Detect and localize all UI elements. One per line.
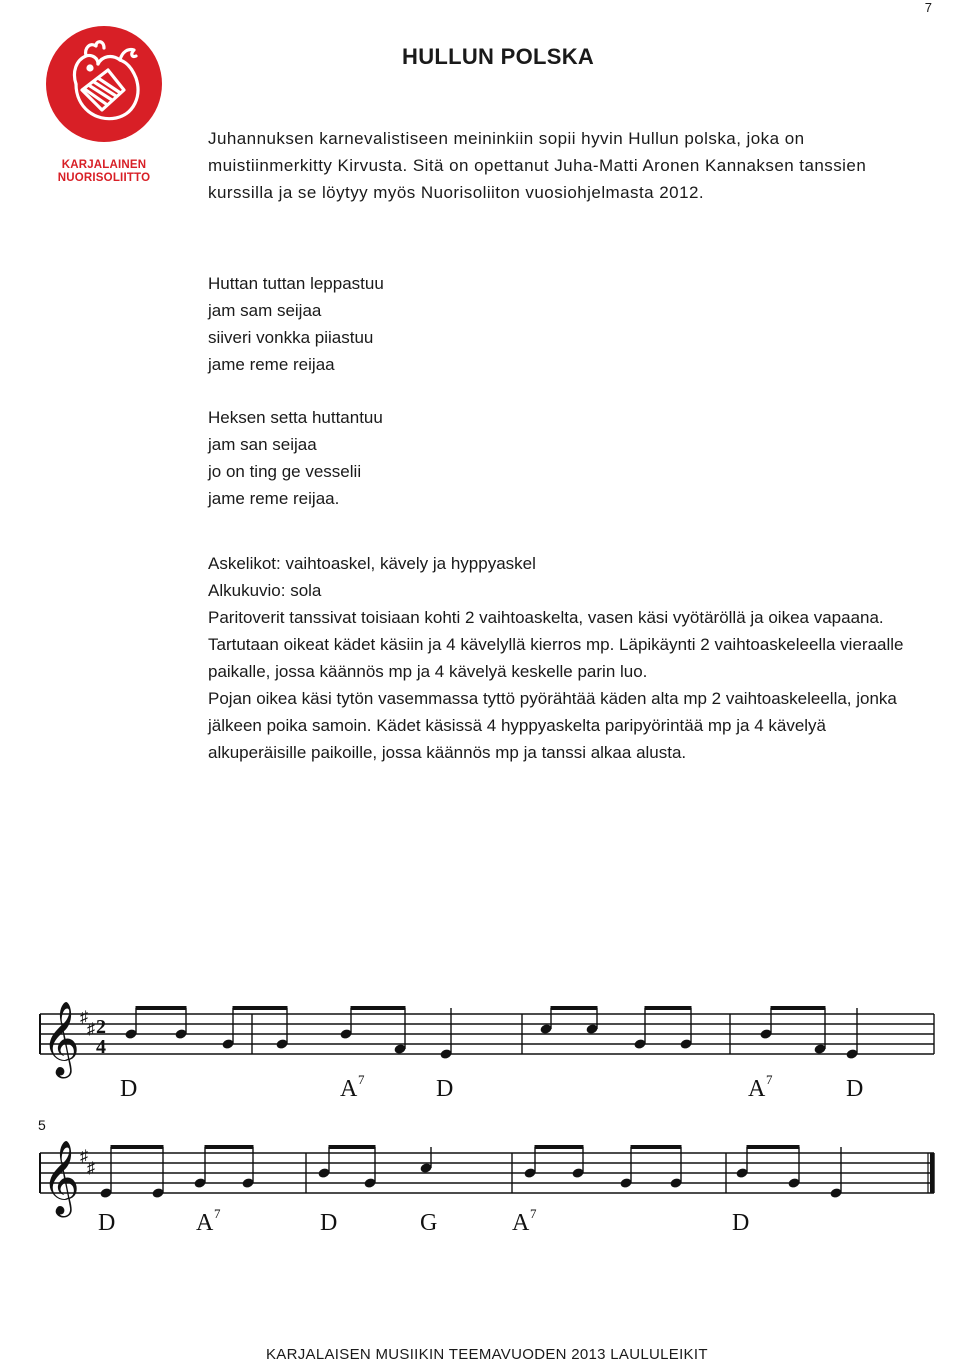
lyric-line: jame reme reijaa. [208, 489, 340, 508]
sharp-icon: ♯ [87, 1160, 95, 1177]
chord-symbol: D [436, 1076, 454, 1102]
chord-symbol: A [196, 1210, 214, 1236]
chord-symbol: G [420, 1210, 438, 1236]
intro-paragraph: Juhannuksen karnevalistiseen meininkiin sopii hyvin Hullun polska, joka on muistiinmerkitty Kirvusta. Sitä on opettanut Juha-Matti Aronen Kannaksen tanssien kurssilla ja se löytyy myös Nuorisoliiton vuosiohjelmasta 2012. [208, 129, 867, 202]
sheet-music [36, 990, 938, 1245]
chord-seventh: 7 [530, 1206, 537, 1221]
logo-line-1: KARJALAINEN [61, 159, 147, 171]
dance-description-2: Pojan oikea käsi tytön vasemmassa tyttö pyörähtää käden alta mp 2 vaihtoaskeleella, jonka jälkeen poika samoin. Kädet käsissä 4 hyppyaskelta paripyörintää mp ja 4 kävelyä alkuperäisille paikoille, jossa käännös mp ja tanssi alkaa alusta. [208, 689, 897, 762]
lyric-line: jame reme reijaa [208, 355, 335, 374]
lyric-line: Huttan tuttan leppastuu [208, 274, 384, 293]
chord-symbol: A [340, 1076, 358, 1102]
dance-description-1: Paritoverit tanssivat toisiaan kohti 2 vaihtoaskelta, vasen käsi vyötäröllä ja oikea vapaana. Tartutaan oikeat kädet käsiin ja 4 kävelyllä kierros mp. Läpikäynti 2 vaihtoaskeleella vieraalle paikalle, jossa käännös mp ja 4 kävelyä keskelle parin luo. [208, 608, 904, 681]
lyric-line: Heksen setta huttantuu [208, 408, 383, 427]
chord-symbol: D [732, 1210, 750, 1236]
page-title: HULLUN POLSKA [402, 44, 595, 69]
lyrics-verse-1 [208, 270, 920, 378]
lyric-line: jo on ting ge vesselii [208, 462, 362, 481]
chord-symbol: D [846, 1076, 864, 1102]
sharp-icon: ♯ [80, 1148, 88, 1165]
chord-seventh: 7 [214, 1206, 221, 1221]
lyric-line: jam san seijaa [208, 435, 317, 454]
start-formation: Alkukuvio: sola [208, 581, 322, 600]
dance-steps: Askelikot: vaihtoaskel, kävely ja hyppyaskel [208, 554, 536, 573]
treble-clef-icon: 𝄞 [42, 1003, 80, 1074]
chord-symbol: D [120, 1076, 138, 1102]
treble-clef-icon: 𝄞 [42, 1142, 80, 1213]
lyric-line: jam sam seijaa [208, 301, 322, 320]
chord-symbol: A [748, 1076, 766, 1102]
chord-seventh: 7 [766, 1072, 773, 1087]
time-signature-bottom: 4 [96, 1036, 106, 1058]
sharp-icon: ♯ [87, 1021, 95, 1038]
page-number: 7 [924, 0, 932, 15]
article-body [208, 125, 920, 766]
organization-logo [42, 26, 166, 191]
time-signature-top: 2 [96, 1016, 106, 1038]
page-footer: KARJALAISEN MUSIIKIN TEEMAVUODEN 2013 LAULULEIKIT [266, 1346, 708, 1363]
chord-symbol: A [512, 1210, 530, 1236]
lyrics-verse-2 [208, 404, 920, 512]
logo-wordmark [42, 159, 166, 185]
measure-number: 5 [38, 1117, 46, 1133]
lyric-line: siiveri vonkka piiastuu [208, 328, 374, 347]
sharp-icon: ♯ [80, 1009, 88, 1026]
chord-seventh: 7 [358, 1072, 365, 1087]
chord-symbol: D [320, 1210, 338, 1236]
rooster-kantele-icon [46, 26, 162, 142]
chord-symbol: D [98, 1210, 116, 1236]
logo-line-2: NUORISOLIITTO [57, 172, 151, 184]
sheet-music-staves [36, 990, 938, 1245]
dance-info [208, 550, 920, 604]
